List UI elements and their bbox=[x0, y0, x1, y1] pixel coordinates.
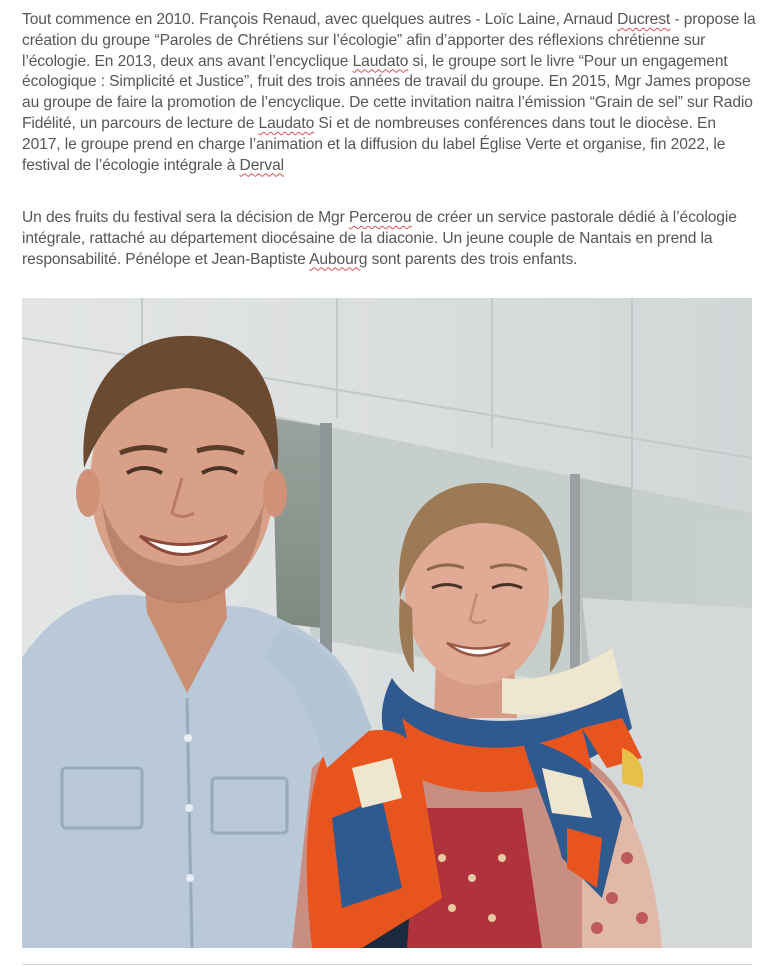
spellcheck-word: Aubourg bbox=[309, 250, 368, 268]
couple-photo bbox=[22, 298, 752, 948]
text-run: Si et de nombreuses conférences dans tout le diocèse. En 2017, le groupe prend en charge l’animation et la diffusion du label Église Verte et organise, fin 2022, le festival de l’écologie intégrale à bbox=[22, 114, 726, 174]
text-run: de créer un service pastorale dédié à l’écologie intégrale, rattaché au département diocésaine de la diaconie. Un jeune couple de Nantais en prend la responsabilité. Pénélope et Jean-Baptiste bbox=[22, 209, 737, 268]
spellcheck-word: Laudato bbox=[258, 114, 315, 132]
article-paragraph-history bbox=[22, 10, 757, 176]
content-divider bbox=[22, 964, 752, 965]
spellcheck-word: Laudato bbox=[352, 52, 409, 70]
photo-of-couple-icon bbox=[22, 298, 752, 948]
text-run: sont parents des trois enfants. bbox=[367, 250, 578, 268]
spellcheck-word: Ducrest bbox=[617, 11, 671, 28]
spellcheck-word: Percerou bbox=[348, 209, 412, 226]
text-run: Tout commence en 2010. François Renaud, avec quelques autres - Loïc Laine, Arnaud bbox=[22, 11, 618, 28]
text-run: - propose la création du groupe “Paroles de Chrétiens sur l’écologie” afin d’apporter des réflexions chrétienne sur l’écologie. En 2013, deux ans avant l’encyclique bbox=[22, 11, 756, 70]
spellcheck-word: Derval bbox=[239, 156, 285, 174]
article-paragraph-service bbox=[22, 208, 757, 270]
text-run: Un des fruits du festival sera la décision de Mgr bbox=[22, 209, 349, 226]
text-run: si, le groupe sort le livre “Pour un engagement écologique : Simplicité et Justice”, fruit des trois années de travail du groupe. En 2015, Mgr James propose au groupe de faire la promotion de l’encyclique. De cette invitation naitra l’émission “Grain de sel” sur Radio Fidélité, un parcours de lecture de bbox=[22, 52, 753, 132]
